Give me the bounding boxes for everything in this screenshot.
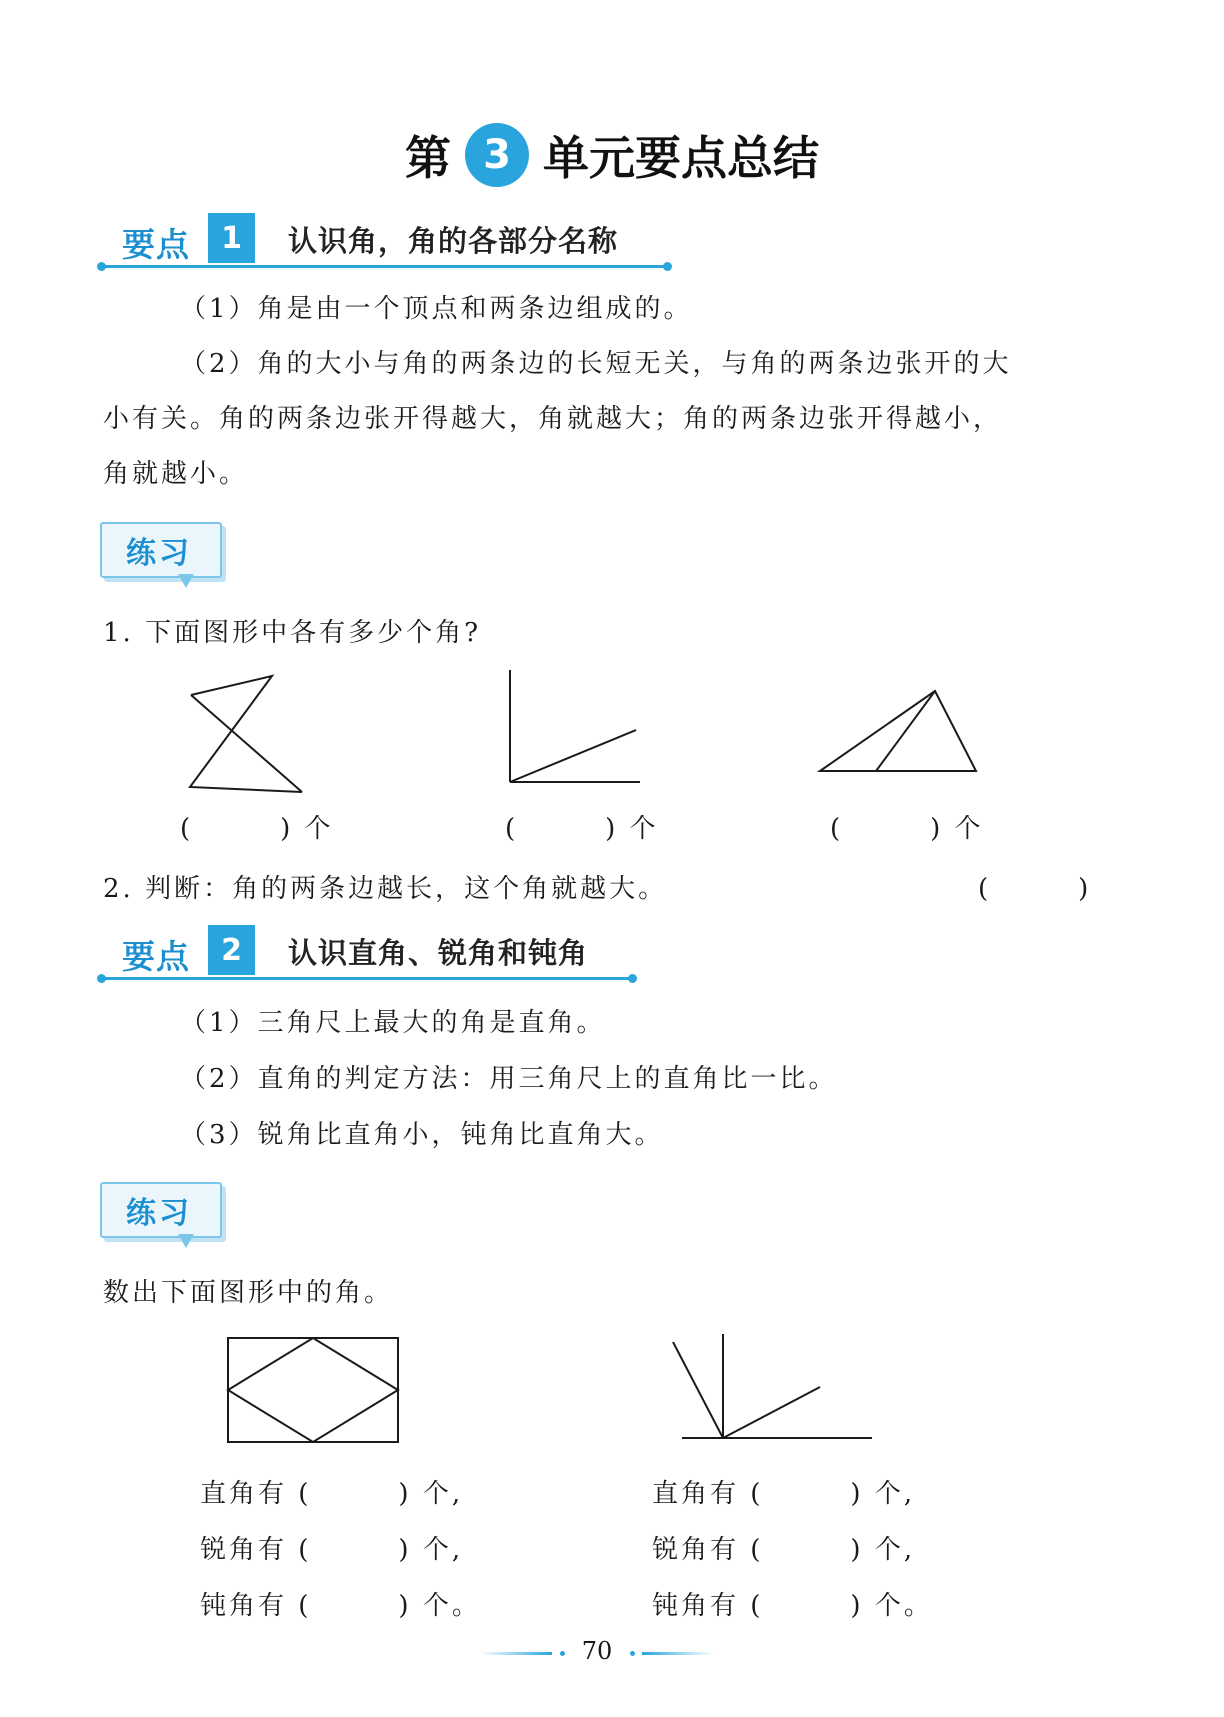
question-2: 2. 判断：角的两条边越长，这个角就越大。 xyxy=(103,874,668,904)
paragraph: （1）三角尺上最大的角是直角。 xyxy=(180,1008,606,1038)
answer-blank-2[interactable]: ( ) 个 xyxy=(505,814,659,844)
right-angle-count-right[interactable]: 直角有 ( ) 个, xyxy=(652,1479,916,1509)
footer-dot-left xyxy=(560,1651,565,1656)
figure-crossed-lines xyxy=(180,665,310,795)
page-number: 70 xyxy=(581,1637,613,1665)
underline-dot-left xyxy=(97,262,106,271)
practice-bubble-tail xyxy=(178,574,194,588)
obtuse-angle-count-right[interactable]: 钝角有 ( ) 个。 xyxy=(652,1591,933,1621)
figure-line xyxy=(673,1342,723,1438)
answer-blank-3[interactable]: ( ) 个 xyxy=(830,814,984,844)
answer-blank-1[interactable]: ( ) 个 xyxy=(180,814,334,844)
title-prefix: 第 xyxy=(405,131,451,185)
footer-rule-right xyxy=(642,1652,714,1655)
paragraph: 小有关。角的两条边张开得越大，角就越大；角的两条边张开得越小， xyxy=(103,404,1003,434)
figure-line xyxy=(876,691,935,771)
figure-triangle xyxy=(810,680,980,780)
judgement-blank[interactable]: ( ) xyxy=(978,874,1092,904)
unit-number-badge: 3 xyxy=(465,123,529,187)
figure-outline xyxy=(820,691,976,771)
figure-angle-rays xyxy=(500,665,650,795)
key-point-label: 要点 xyxy=(122,225,190,264)
paragraph: （1）角是由一个顶点和两条边组成的。 xyxy=(180,294,693,324)
question-1: 1. 下面图形中各有多少个角? xyxy=(103,618,482,648)
figure-rectangle xyxy=(228,1338,398,1442)
obtuse-angle-count-left[interactable]: 钝角有 ( ) 个。 xyxy=(200,1591,481,1621)
paragraph: （3）锐角比直角小，钝角比直角大。 xyxy=(180,1120,664,1150)
practice-label: 练习 xyxy=(126,1196,192,1231)
figure-line xyxy=(723,1387,820,1438)
key-point-2-header xyxy=(100,925,640,985)
practice-tag xyxy=(100,522,225,594)
figure-rectangle-rhombus xyxy=(220,1330,400,1450)
header-underline xyxy=(102,265,667,268)
paragraph: （2）直角的判定方法：用三角尺上的直角比一比。 xyxy=(180,1064,838,1094)
title-suffix: 单元要点总结 xyxy=(543,131,819,185)
footer-rule-left xyxy=(480,1652,552,1655)
right-angle-count-left[interactable]: 直角有 ( ) 个, xyxy=(200,1479,464,1509)
key-point-number: 1 xyxy=(208,213,255,263)
underline-dot-right xyxy=(628,974,637,983)
key-point-heading: 认识直角、锐角和钝角 xyxy=(288,936,589,970)
header-underline xyxy=(102,977,632,980)
key-point-number: 2 xyxy=(208,925,255,975)
figure-rhombus xyxy=(228,1338,398,1442)
exercise-prompt: 数出下面图形中的角。 xyxy=(103,1278,394,1308)
figure-line xyxy=(510,730,636,782)
figure-lines xyxy=(190,676,302,792)
footer-dot-right xyxy=(630,1651,635,1656)
underline-dot-right xyxy=(663,262,672,271)
acute-angle-count-right[interactable]: 锐角有 ( ) 个, xyxy=(652,1535,916,1565)
practice-label: 练习 xyxy=(126,536,192,571)
page-title xyxy=(0,122,1224,188)
key-point-heading: 认识角，角的各部分名称 xyxy=(288,224,619,258)
acute-angle-count-left[interactable]: 锐角有 ( ) 个, xyxy=(200,1535,464,1565)
key-point-1-header xyxy=(100,213,675,273)
practice-bubble-tail xyxy=(178,1234,194,1248)
practice-tag xyxy=(100,1182,225,1254)
paragraph: （2）角的大小与角的两条边的长短无关，与角的两条边张开的大 xyxy=(180,349,1012,379)
key-point-label: 要点 xyxy=(122,937,190,976)
underline-dot-left xyxy=(97,974,106,983)
figure-rays xyxy=(670,1325,880,1450)
paragraph: 角就越小。 xyxy=(103,459,249,489)
